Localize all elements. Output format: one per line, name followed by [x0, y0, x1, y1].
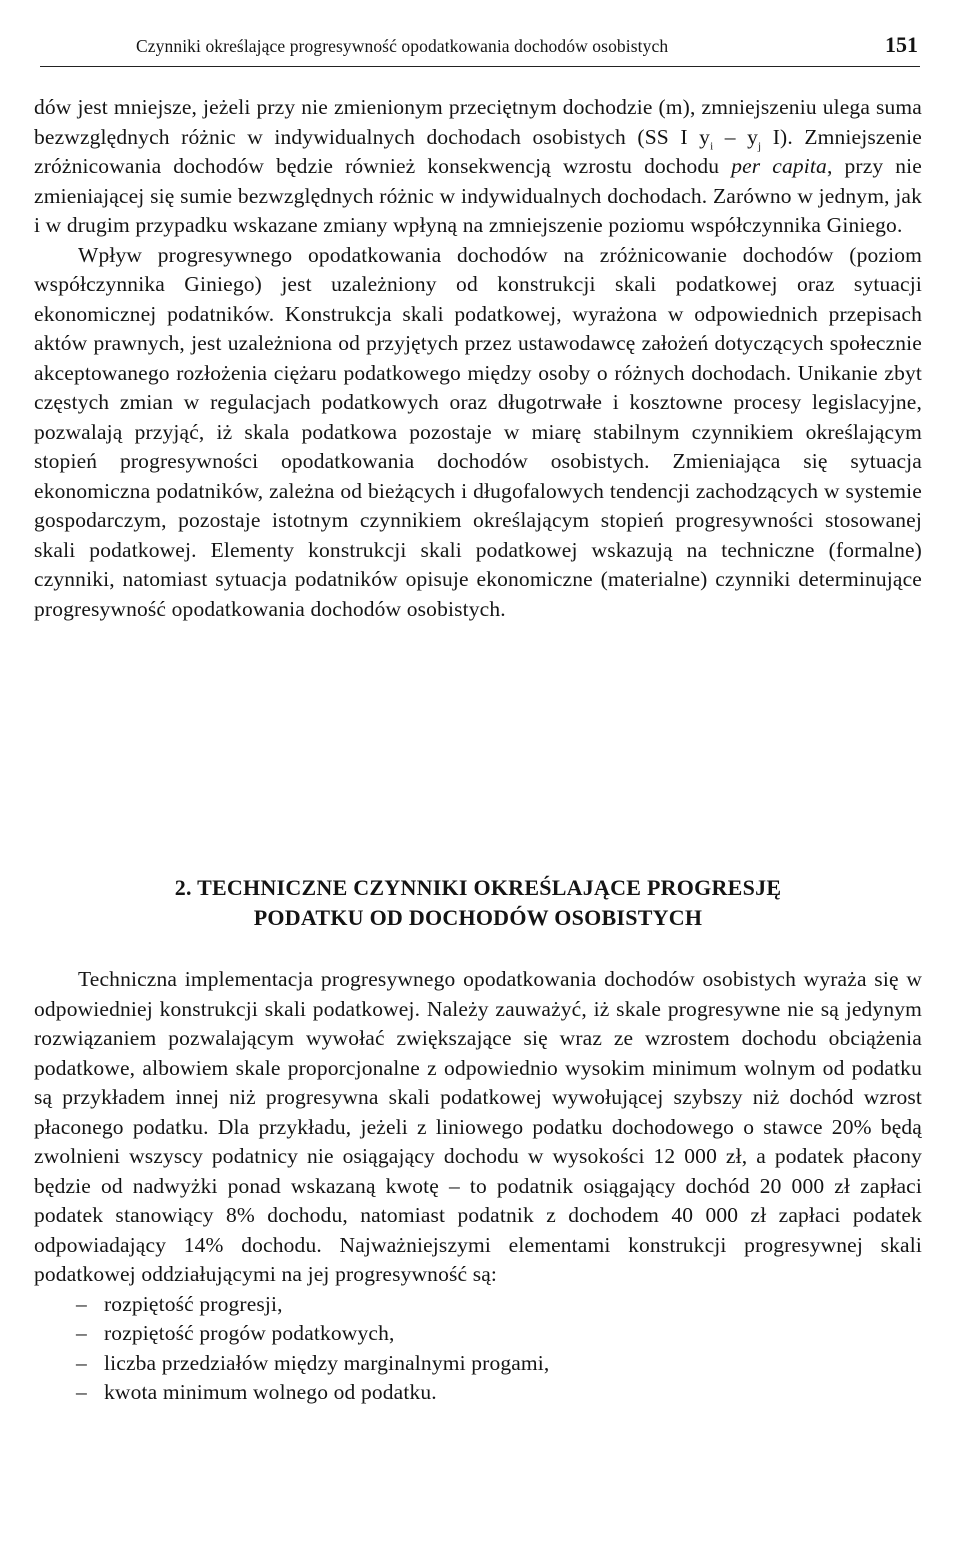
body-text-upper	[34, 93, 922, 624]
section-heading	[34, 873, 922, 933]
paragraph-technical-implementation: Techniczna implementacja progresywnego opodatkowania dochodów osobistych wyraża się w odpowiedniej konstrukcji skali podatkowej. Należy zauważyć, iż skale progresywne nie są jedynym rozwiązaniem pozwalającym wywołać zwiększające się wraz ze wzrostem dochodu obciążenia podatkowe, albowiem skale proporcjonalne z odpowiednio wysokim minimum wolnym od podatku są przykładem innej niż progresywna skali podatkowej wywołującej szybszy niż dochód wzrost płaconego podatku. Dla przykładu, jeżeli z liniowego podatku dochodowego o stawce 20% będą zwolnieni wszyscy podatnicy nie osiągający dochodu w wysokości 12 000 zł, a podatek płacony będzie od nadwyżki ponad wskazaną kwotę – to podatnik osiągający dochód 20 000 zł zapłaci podatek stanowiący 8% dochodu, natomiast podatnik z dochodem 40 000 zł zapłaci podatek odpowiadający 14% dochodu. Najważniejszymi elementami konstrukcji progresywnej skali podatkowej oddziałującymi na jej progresywność są:	[34, 967, 922, 1286]
italic-per-capita: per capita	[731, 154, 827, 178]
running-title: Czynniki określające progresywność opodatkowania dochodów osobistych	[136, 36, 669, 56]
body-text-lower	[34, 965, 922, 1408]
list-item: – rozpiętość progów podatkowych,	[34, 1319, 922, 1349]
dash-bullet: –	[76, 1291, 87, 1316]
dash-bullet: –	[76, 1380, 87, 1404]
list-item: – liczba przedziałów między marginalnymi progami,	[34, 1349, 922, 1379]
dash-bullet: –	[76, 1350, 87, 1375]
paragraph-continued: dów jest mniejsze, jeżeli przy nie zmienionym przeciętnym dochodzie (m), zmniejszeniu ulega suma bezwzględnych różnic w indywidualnych dochodach osobistych (SS I $y_i - y_j$ I). Zmniejszenie zróżnicowania dochodów będzie również konsekwencją wzrostu dochodu per capita, przy nie zmieniającej się sumie bezwzględnych różnic w indywidualnych dochodach. Zarówno w jednym, jak i w drugim przypadku wskazane zmiany wpłyną na zmniejszenie poziomu współczynnika Giniego.	[34, 95, 923, 237]
dash-bullet: –	[76, 1321, 87, 1345]
elements-list	[34, 1290, 922, 1408]
list-item: – kwota minimum wolnego od podatku.	[34, 1378, 922, 1408]
section-heading-line-2: PODATKU OD DOCHODÓW OSOBISTYCH	[253, 905, 703, 930]
running-header	[40, 32, 920, 67]
list-item: – rozpiętość progresji,	[34, 1290, 922, 1320]
paragraph-progressive-tax: Wpływ progresywnego opodatkowania dochodów na zróżnicowanie dochodów (poziom współczynnika Giniego) jest uzależniony od konstrukcji skali podatkowej oraz sytuacji ekonomicznej podatników. Konstrukcja skali podatkowej, wyrażona w odpowiednich przepisach aktów prawnych, jest uzależniona od przyjętych przez ustawodawcę założeń dotyczących społecznie akceptowanego rozłożenia ciężaru podatkowego między osoby o różnych dochodach. Unikanie zbyt częstych zmian w regulacjach podatkowych oraz długotrwałe i kosztowne procesy legislacyjne, pozwalają przyjąć, iż skala podatkowa pozostaje w miarę stabilnym czynnikiem określającym stopień progresywności opodatkowania dochodów osobistych. Zmieniająca się sytuacja ekonomiczna podatników, zależna od bieżących i długofalowych tendencji zachodzących w systemie gospodarczym, pozostaje istotnym czynnikiem określającym stopień progresywności stosowanej skali podatkowej. Elementy konstrukcji skali podatkowej wskazują na techniczne (formalne) czynniki, natomiast sytuacja podatników opisuje ekonomiczne (materialne) czynniki determinujące progresywność opodatkowania dochodów osobistych.	[34, 242, 922, 621]
page-number: 151	[885, 32, 918, 57]
section-heading-line-1: 2. TECHNICZNE CZYNNIKI OKREŚLAJĄCE PROGRESJĘ	[174, 875, 782, 900]
gini-formula: (SS I $y_i - y_j$ I).	[637, 124, 793, 152]
